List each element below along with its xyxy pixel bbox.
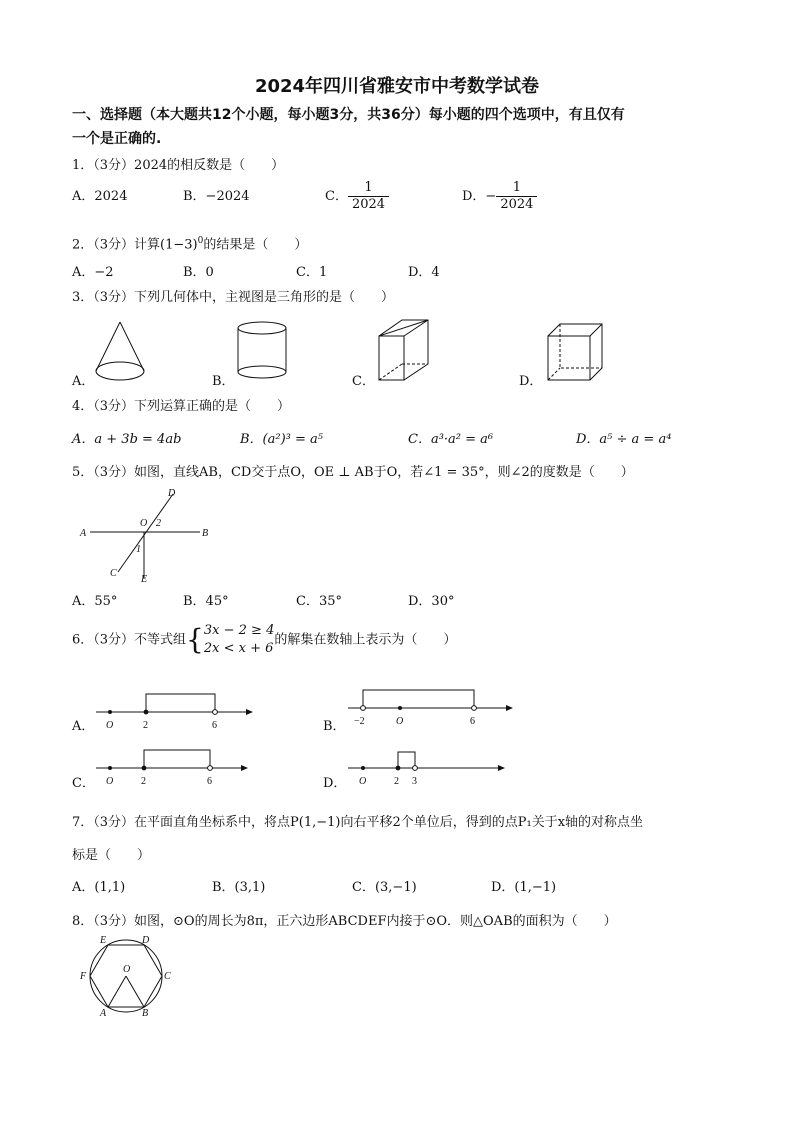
q4-option-b: B．(a²)³ = a⁵: [240, 432, 323, 447]
question-8-stem: 8．（3分）如图，⊙O的周长为8π，正六边形ABCDEF内接于⊙O．则△OAB的面积为（ ）: [72, 914, 617, 929]
question-7-stem-line2: 标是（ ）: [72, 848, 151, 863]
question-3-stem: 3．（3分）下列几何体中，主视图是三角形的是（ ）: [72, 290, 395, 305]
q4-option-c: C．a³·a² = a⁶: [408, 432, 494, 447]
q5-lines-figure: [78, 486, 218, 586]
svg-text:E: E: [100, 935, 107, 946]
question-2-stem: 2．（3分）计算$(1-3)^0$的结果是（ ）: [72, 236, 308, 253]
page-title: 2024年四川省雅安市中考数学试卷: [254, 76, 540, 97]
svg-text:C: C: [164, 971, 171, 982]
q3-option-d: D．: [519, 374, 543, 389]
q8-hexagon-circle-figure: [78, 934, 178, 1020]
svg-text:A: A: [80, 528, 87, 539]
svg-text:O: O: [359, 776, 367, 787]
q4-option-d: D．a⁵ ÷ a = a⁴: [576, 432, 672, 447]
q2-option-c: C．1: [296, 265, 328, 280]
q2-option-d: D．4: [408, 265, 440, 280]
q5-option-a: A．55°: [72, 594, 118, 609]
q1-option-d: D．− $\frac{1}{2024}$: [462, 180, 537, 213]
q3-option-b: B．: [212, 374, 235, 389]
q6-number-line-d: [348, 746, 508, 788]
cylinder-figure: [235, 320, 291, 382]
q7-option-a: A．(1,1): [72, 880, 126, 895]
section-heading-line2: 一个是正确的.: [72, 131, 162, 147]
q4-option-a: A．a + 3b = 4ab: [72, 432, 182, 447]
svg-text:D: D: [142, 935, 150, 946]
q6-option-d: D．: [323, 776, 347, 791]
svg-text:2: 2: [394, 776, 399, 787]
q7-option-b: B．(3,1): [212, 880, 266, 895]
svg-text:6: 6: [470, 716, 475, 727]
svg-text:O: O: [106, 720, 114, 731]
q5-option-b: B．45°: [183, 594, 229, 609]
q5-option-d: D．30°: [408, 594, 455, 609]
svg-text:2: 2: [156, 518, 161, 529]
svg-text:−2: −2: [354, 716, 365, 727]
svg-text:E: E: [141, 574, 148, 585]
q7-option-d: D．(1,−1): [491, 880, 557, 895]
svg-text:O: O: [123, 964, 131, 975]
svg-text:B: B: [202, 528, 209, 539]
section-heading-line1: 一、选择题（本大题共12个小题，每小题3分，共36分）每小题的四个选项中，有且仅有: [72, 107, 625, 123]
q6-option-a: A．: [72, 719, 95, 734]
triangular-prism-figure: [376, 318, 436, 384]
q5-option-c: C．35°: [296, 594, 342, 609]
cube-figure: [546, 322, 606, 384]
svg-text:C: C: [110, 568, 117, 579]
q2-option-a: A．−2: [72, 265, 114, 280]
q3-option-c: C．: [352, 374, 375, 389]
q6-number-line-b: [348, 686, 518, 728]
question-1-stem: 1．（3分）2024的相反数是（ ）: [72, 158, 285, 173]
q1-option-a: A．2024: [72, 189, 128, 204]
q6-number-line-c: [96, 746, 256, 788]
q6-option-b: B．: [323, 719, 346, 734]
q6-option-c: C．: [72, 776, 95, 791]
svg-text:A: A: [100, 1008, 107, 1019]
svg-text:O: O: [106, 776, 114, 787]
svg-text:2: 2: [141, 776, 146, 787]
svg-text:F: F: [80, 971, 87, 982]
svg-text:3: 3: [412, 776, 417, 787]
cone-figure: [92, 318, 152, 386]
q7-option-c: C．(3,−1): [352, 880, 417, 895]
q1-option-c: C． $\frac{1}{2024}$: [325, 180, 389, 213]
svg-text:1: 1: [136, 544, 141, 555]
svg-text:2: 2: [143, 720, 148, 731]
svg-text:O: O: [396, 716, 404, 727]
svg-text:B: B: [142, 1008, 149, 1019]
q2-option-b: B．0: [183, 265, 214, 280]
q1-option-b: B．−2024: [183, 189, 250, 204]
q3-option-a: A．: [72, 374, 95, 389]
svg-text:D: D: [168, 488, 176, 499]
question-6-stem: 6．（3分）不等式组{ 3x − 2 ≥ 4 2x < x + 6 的解集在数轴上表示为（ ）: [72, 623, 457, 656]
question-4-stem: 4．（3分）下列运算正确的是（ ）: [72, 399, 291, 414]
question-7-stem-line1: 7．（3分）在平面直角坐标系中，将点P(1,−1)向右平移2个单位后，得到的点P₁关于x轴的对称点坐: [72, 815, 644, 830]
svg-text:O: O: [140, 518, 148, 529]
svg-text:6: 6: [207, 776, 212, 787]
q6-number-line-a: [96, 690, 256, 732]
question-5-stem: 5．（3分）如图，直线AB，CD交于点O，OE ⊥ AB于O，若∠1 = 35°，则∠2的度数是（ ）: [72, 465, 634, 480]
svg-text:6: 6: [212, 720, 217, 731]
